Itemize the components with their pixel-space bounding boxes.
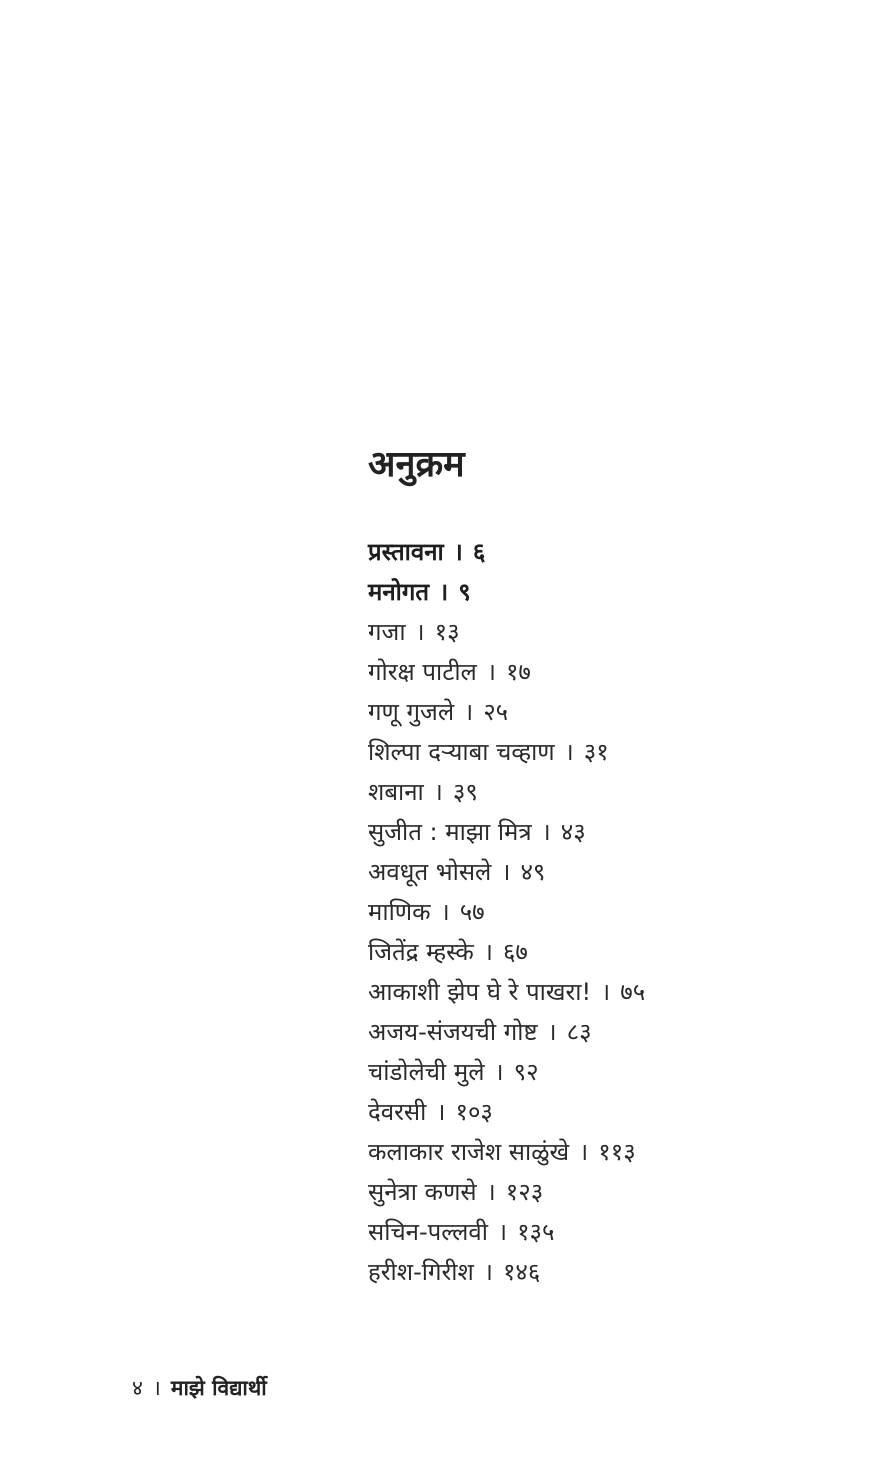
toc-entry-title: सुनेत्रा कणसे (368, 1178, 477, 1206)
toc-entry (368, 532, 808, 572)
toc-entry (368, 852, 808, 892)
toc-entry-page-number: १४६ (502, 1258, 541, 1286)
toc-entry-title: गणू गुजले (368, 698, 455, 726)
toc-entry-page-number: ८३ (566, 1018, 592, 1046)
toc-entry-title: सुजीत : माझा मित्र (368, 818, 532, 846)
toc-entry-separator: । (486, 1178, 496, 1206)
toc-entry (368, 1012, 808, 1052)
toc-entry-separator: । (483, 1258, 493, 1286)
toc-entry-separator: । (494, 1058, 504, 1086)
toc-entry-separator: । (436, 1098, 446, 1126)
toc-entry-page-number: ११३ (598, 1138, 636, 1166)
toc-entry-separator: । (579, 1138, 589, 1166)
toc-entry-page-number: ३१ (583, 738, 609, 766)
toc-entry-title: शबाना (368, 778, 424, 806)
toc-entry (368, 1052, 808, 1092)
toc-entry-title: कलाकार राजेश साळुंखे (368, 1138, 570, 1166)
toc-entry-separator: । (453, 538, 463, 566)
toc-entry-separator: । (415, 618, 425, 646)
toc-entry-title: देवरसी (368, 1098, 427, 1126)
toc-entry-separator: । (483, 938, 493, 966)
toc-entry (368, 1252, 808, 1292)
toc-entry-page-number: २५ (483, 698, 509, 726)
toc-entry (368, 1092, 808, 1132)
toc-entry-page-number: ५७ (459, 898, 485, 926)
toc-entry-page-number: ४९ (520, 858, 546, 886)
toc-entry (368, 1212, 808, 1252)
toc-entry-title: जितेंद्र म्हस्के (368, 938, 474, 966)
toc-entry (368, 1172, 808, 1212)
footer-book-title: माझे विद्यार्थी (170, 1376, 267, 1400)
toc-entry-page-number: ४३ (560, 818, 586, 846)
toc-entry-page-number: ६ (472, 538, 486, 566)
toc-entry-page-number: १०३ (455, 1098, 493, 1126)
toc-entry-title: माणिक (368, 898, 431, 926)
toc-entry-separator: । (501, 858, 511, 886)
page-footer (132, 1372, 267, 1404)
toc-entry-page-number: १७ (505, 658, 531, 686)
toc-entry-title: अवधूत भोसले (368, 858, 492, 886)
toc-entry-page-number: ७५ (620, 978, 646, 1006)
toc-entry-separator: । (547, 1018, 557, 1046)
toc-entry (368, 812, 808, 852)
toc-entry (368, 892, 808, 932)
toc-entry (368, 772, 808, 812)
toc-entry-title: गोरक्ष पाटील (368, 658, 477, 686)
footer-page-number: ४ (132, 1376, 143, 1400)
toc-entry-page-number: ३९ (452, 778, 478, 806)
footer-separator: । (152, 1376, 161, 1400)
toc-entry-title: अजय-संजयची गोष्ट (368, 1018, 538, 1046)
toc-entry-title: सचिन-पल्लवी (368, 1218, 488, 1246)
toc-entry-page-number: १२३ (505, 1178, 544, 1206)
toc-entry (368, 692, 808, 732)
toc-entry-title: चांडोलेची मुले (368, 1058, 485, 1086)
toc-entry (368, 732, 808, 772)
toc-entry-separator: । (433, 778, 443, 806)
toc-entry (368, 972, 808, 1012)
toc-entry-separator: । (601, 978, 611, 1006)
toc-entry-separator: । (541, 818, 551, 846)
toc-entry-page-number: १३ (434, 618, 460, 646)
toc-entry-page-number: ६७ (502, 938, 528, 966)
toc-list (368, 532, 808, 1292)
toc-entry-separator: । (439, 578, 449, 606)
toc-entry-page-number: ९२ (513, 1058, 539, 1086)
toc-entry-page-number: १३५ (517, 1218, 555, 1246)
toc-entry (368, 652, 808, 692)
toc-entry-separator: । (440, 898, 450, 926)
toc-entry-title: प्रस्तावना (368, 538, 444, 566)
toc-entry-separator: । (464, 698, 474, 726)
toc-entry (368, 932, 808, 972)
toc-entry (368, 1132, 808, 1172)
toc-entry-title: आकाशी झेप घे रे पाखरा! (368, 978, 592, 1006)
toc-entry-separator: । (486, 658, 496, 686)
toc-entry-separator: । (497, 1218, 508, 1246)
toc-entry-title: शिल्पा दऱ्याबा चव्हाण (368, 738, 555, 766)
toc-entry-title: गजा (368, 618, 406, 646)
toc-entry-title: मनोगत (368, 578, 430, 606)
toc-entry-page-number: ९ (458, 578, 471, 606)
toc-entry-separator: । (564, 738, 574, 766)
toc-heading: अनुक्रम (368, 444, 465, 485)
toc-entry (368, 572, 808, 612)
toc-entry (368, 612, 808, 652)
toc-entry-title: हरीश-गिरीश (368, 1258, 474, 1286)
